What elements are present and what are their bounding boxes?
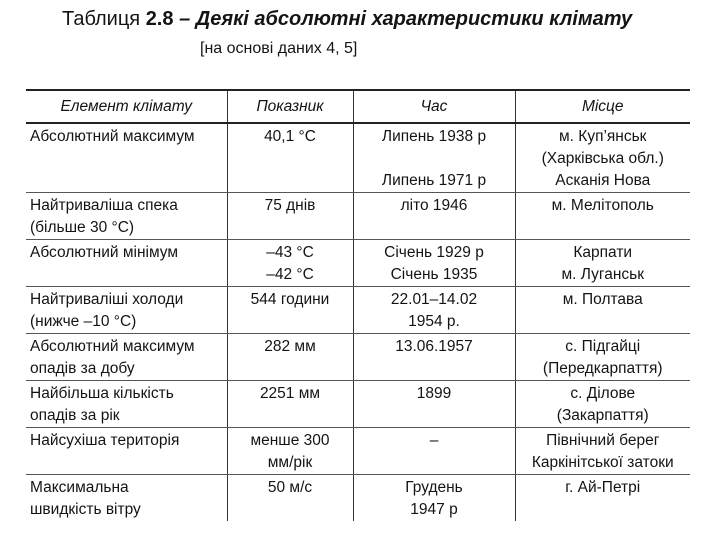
value-text: 2251 мм (259, 385, 321, 402)
element-text: Найтриваліші холоди (30, 291, 184, 308)
time-text: 22.01–14.02 (390, 291, 478, 308)
value-text: 544 години (250, 291, 330, 308)
time-text: 1954 р. (408, 313, 460, 330)
table-row (26, 193, 690, 240)
place-cell (515, 428, 690, 475)
value-cell (227, 381, 353, 428)
place-text: м. Куп’янськ (559, 128, 647, 145)
element-cell (26, 334, 227, 381)
element-cell (26, 287, 227, 334)
place-text: Карпати (573, 244, 633, 261)
place-cell (515, 334, 690, 381)
element-cell (26, 381, 227, 428)
place-text: м. Луганськ (561, 266, 644, 283)
place-text: с. Підгайці (565, 338, 641, 355)
value-text: мм/рік (267, 454, 313, 471)
header-time: Час (353, 90, 515, 123)
value-text: 75 днів (264, 197, 316, 214)
time-cell (353, 381, 515, 428)
value-text: менше 300 (250, 432, 330, 449)
element-text: (більше 30 °С) (30, 219, 135, 236)
time-text: 1947 р (410, 501, 458, 518)
place-text: (Закарпаття) (556, 407, 649, 424)
place-cell (515, 123, 690, 193)
element-text: Найбільша кількість (30, 385, 174, 402)
element-cell (26, 193, 227, 240)
table-row (26, 475, 690, 522)
header-row (26, 90, 690, 123)
place-cell (515, 287, 690, 334)
value-cell (227, 428, 353, 475)
title-dash: – (179, 8, 191, 30)
value-text: –42 °С (266, 266, 314, 283)
time-text (358, 148, 511, 170)
element-text: Найсухіша територія (30, 432, 180, 449)
element-cell (26, 123, 227, 193)
place-text: (Харківська обл.) (541, 150, 664, 167)
title-prefix: Таблиця (62, 8, 141, 30)
place-text: Каркінітської затоки (531, 454, 674, 471)
place-text: (Передкарпаття) (542, 360, 663, 377)
table-row (26, 334, 690, 381)
value-cell (227, 475, 353, 522)
time-text: 1899 (416, 385, 452, 402)
element-text: Абсолютний максимум (30, 338, 195, 355)
element-text: Абсолютний максимум (30, 128, 195, 145)
header-place: Місце (515, 90, 690, 123)
place-text: с. Ділове (570, 385, 636, 402)
header-value: Показник (227, 90, 353, 123)
element-text: Максимальна (30, 479, 129, 496)
element-text: (нижче –10 °С) (30, 313, 137, 330)
element-text: швидкість вітру (30, 501, 141, 518)
place-text: м. Мелітополь (551, 197, 654, 214)
element-text: Найтриваліша спека (30, 197, 178, 214)
place-cell (515, 193, 690, 240)
table-row (26, 381, 690, 428)
element-cell (26, 428, 227, 475)
header-element: Елемент клімату (26, 90, 227, 123)
time-cell (353, 428, 515, 475)
time-cell (353, 123, 515, 193)
time-text: Грудень (405, 479, 463, 496)
value-text: –43 °С (266, 244, 314, 261)
time-text: Липень 1938 р (381, 128, 487, 145)
table-row (26, 123, 690, 193)
time-text: Липень 1971 р (381, 172, 487, 189)
table-source-note: [на основі даних 4, 5] (200, 40, 358, 57)
place-text: Асканія Нова (555, 172, 651, 189)
place-cell (515, 475, 690, 522)
value-text: 40,1 °С (264, 128, 316, 145)
value-cell (227, 287, 353, 334)
element-text: опадів за рік (30, 407, 120, 424)
table-title (62, 8, 632, 31)
time-text: Січень 1935 (390, 266, 478, 283)
time-text: – (429, 432, 439, 449)
element-text: опадів за добу (30, 360, 135, 377)
place-text: Північний берег (546, 432, 660, 449)
time-text: літо 1946 (400, 197, 468, 214)
value-cell (227, 123, 353, 193)
table-row (26, 287, 690, 334)
time-cell (353, 287, 515, 334)
table-row (26, 240, 690, 287)
time-cell (353, 193, 515, 240)
climate-table (26, 89, 690, 521)
time-cell (353, 334, 515, 381)
value-cell (227, 240, 353, 287)
place-text: г. Ай-Петрі (565, 479, 641, 496)
time-cell (353, 475, 515, 522)
time-text: Січень 1929 р (384, 244, 484, 261)
title-caption: Деякі абсолютні характеристики клімату (195, 8, 633, 30)
value-text: 282 мм (264, 338, 316, 355)
element-cell (26, 475, 227, 522)
value-cell (227, 334, 353, 381)
time-cell (353, 240, 515, 287)
value-text: 50 м/с (267, 479, 313, 496)
place-cell (515, 240, 690, 287)
element-cell (26, 240, 227, 287)
table-number: 2.8 (145, 8, 174, 30)
element-text: Абсолютний мінімум (30, 244, 179, 261)
place-cell (515, 381, 690, 428)
time-text: 13.06.1957 (395, 338, 473, 355)
place-text: м. Полтава (562, 291, 643, 308)
value-cell (227, 193, 353, 240)
table-row (26, 428, 690, 475)
